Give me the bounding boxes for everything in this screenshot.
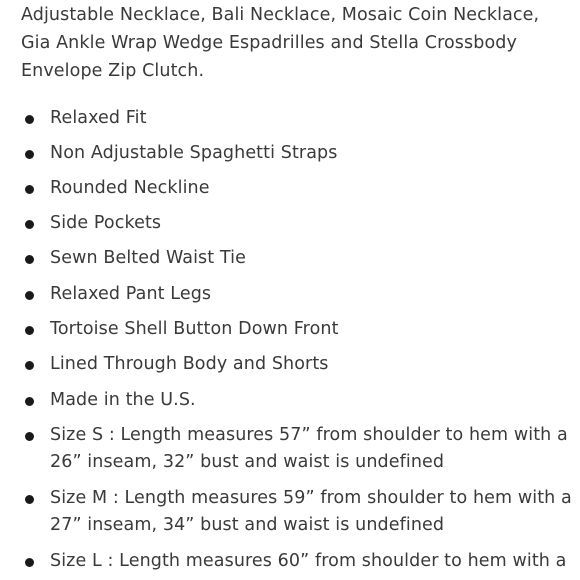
list-item-text: Relaxed Pant Legs [50,284,212,304]
list-item-text: Tortoise Shell Button Down Front [50,319,339,339]
bullet-icon [25,220,34,229]
intro-paragraph: Adjustable Necklace, Bali Necklace, Mosaic Coin Necklace, Gia Ankle Wrap Wedge Espadrilles and Stella Crossbody Envelope Zip Clutch. [21,5,540,81]
list-item-text: Relaxed Fit [50,108,147,128]
bullet-icon [25,432,34,441]
list-item-text: Sewn Belted Waist Tie [50,248,246,268]
bullet-icon [25,115,34,124]
list-item-text: Size S : Length measures 57” from shoulder to hem with a 26” inseam, 32” bust and waist is undefined [50,425,568,472]
bullet-icon [25,558,34,567]
bullet-icon [25,150,34,159]
list-item-text: Rounded Neckline [50,178,210,198]
bullet-icon [25,255,34,264]
bullet-icon [25,361,34,370]
list-item-text: Size M : Length measures 59” from shoulder to hem with a 27” inseam, 34” bust and waist is undefined [50,488,572,535]
bullet-icon [25,397,34,406]
list-item-text: Lined Through Body and Shorts [50,354,329,374]
list-item-text: Made in the U.S. [50,390,196,410]
bullet-icon [25,291,34,300]
list-item-text: Side Pockets [50,213,162,233]
bullet-icon [25,495,34,504]
list-item-text: Size L : Length measures 60” from shoulder to hem with a [50,551,567,571]
list-item-text: Non Adjustable Spaghetti Straps [50,143,338,163]
bullet-icon [25,185,34,194]
bullet-icon [25,326,34,335]
